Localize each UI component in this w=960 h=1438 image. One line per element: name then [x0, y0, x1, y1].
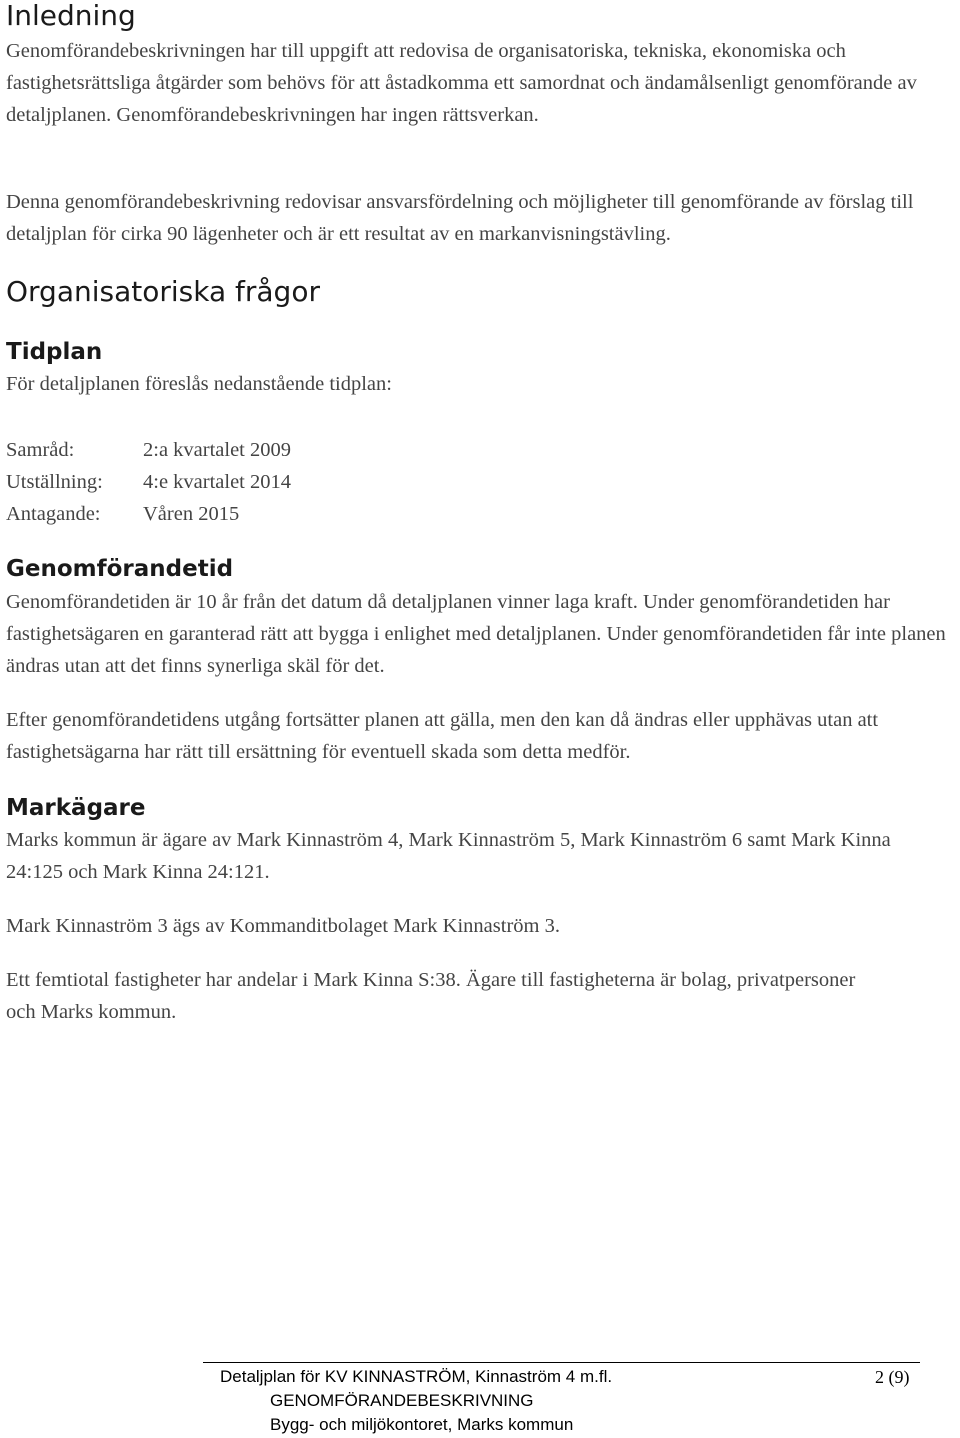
paragraph-markagare-3: Ett femtiotal fastigheter har andelar i Mark Kinna S:38. Ägare till fastigheterna är bolag, privatpersoner och Marks kommun. [6, 969, 856, 1023]
footer-plan-title: Detaljplan för KV KINNASTRÖM, Kinnaström 4 m.fl. [220, 1367, 613, 1386]
heading-tidplan: Tidplan [6, 339, 103, 365]
footer-doc-type: GENOMFÖRANDEBESKRIVNING [270, 1391, 534, 1410]
schedule-value: 2:a kvartalet 2009 [143, 439, 292, 461]
schedule-row [6, 498, 239, 530]
paragraph-markagare-2: Mark Kinnaström 3 ägs av Kommanditbolaget Mark Kinnaström 3. [6, 915, 560, 937]
schedule-row [6, 434, 291, 466]
footer-department: Bygg- och miljökontoret, Marks kommun [270, 1415, 574, 1434]
heading-markagare: Markägare [6, 795, 146, 821]
page-number: 2 (9) [875, 1367, 910, 1387]
paragraph-tidplan-intro: För detaljplanen föreslås nedanstående tidplan: [6, 373, 392, 395]
schedule-label: Utställning: [6, 471, 103, 493]
heading-organisatoriska: Organisatoriska frågor [6, 275, 320, 308]
paragraph-inledning-2: Denna genomförandebeskrivning redovisar ansvarsfördelning och möjligheter till genomförande av förslag till detaljplan för cirka 90 lägenheter och är ett resultat av en markanvisningstävling. [6, 191, 914, 245]
footer-divider [203, 1362, 920, 1363]
schedule-value: 4:e kvartalet 2014 [143, 471, 292, 493]
heading-inledning: Inledning [6, 0, 136, 32]
heading-genomforandetid: Genomförandetid [6, 556, 234, 582]
schedule-label: Samråd: [6, 439, 75, 461]
paragraph-genomforandetid-1: Genomförandetiden är 10 år från det datum då detaljplanen vinner laga kraft. Under genomförandetiden har fastighetsägaren en garanterad rätt att bygga i enlighet med detaljplanen. Under genomförandetiden får inte planen ändras utan att det finns synerliga skäl för det. [6, 591, 946, 677]
paragraph-inledning-1: Genomförandebeskrivningen har till uppgift att redovisa de organisatoriska, tekniska, ekonomiska och fastighetsrättsliga åtgärder som behövs för att åstadkomma ett samordnat och ändamålsenligt genomförande av detaljplanen. Genomförandebeskrivningen har ingen rättsverkan. [6, 40, 917, 126]
schedule-value: Våren 2015 [143, 503, 240, 525]
paragraph-genomforandetid-2: Efter genomförandetidens utgång fortsätter planen att gälla, men den kan då ändras eller upphävas utan att fastighetsägarna har rätt till ersättning för eventuell skada som detta medför. [6, 709, 879, 763]
page-footer [220, 1365, 700, 1437]
schedule-row [6, 466, 291, 498]
paragraph-markagare-1: Marks kommun är ägare av Mark Kinnaström 4, Mark Kinnaström 5, Mark Kinnaström 6 samt Mark Kinna 24:125 och Mark Kinna 24:121. [6, 829, 891, 883]
schedule-label: Antagande: [6, 503, 101, 525]
